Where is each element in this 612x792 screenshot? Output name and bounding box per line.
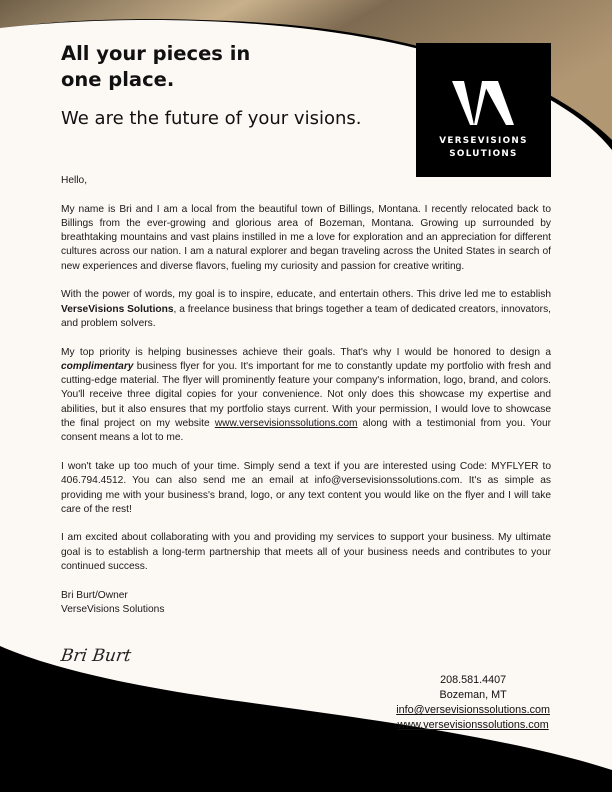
contact-email-link[interactable]: info@versevisionssolutions.com <box>396 704 550 716</box>
text: My top priority is helping businesses achieve their goals. That's why I would be honored to design a <box>61 346 551 358</box>
logo-text-line-2: SOLUTIONS <box>449 149 518 159</box>
text: With the power of words, my goal is to inspire, educate, and entertain others. This drive led me to establish <box>61 289 551 301</box>
headline <box>61 41 250 93</box>
contact-location: Bozeman, MT <box>439 689 507 701</box>
tagline: We are the future of your visions. <box>61 108 362 129</box>
w-mark-right-stroke <box>482 81 514 125</box>
signer-name: Bri Burt/Owner <box>61 589 128 601</box>
paragraph-contact: I won't take up too much of your time. Simply send a text if you are interested using Code: MYFLYER to 406.794.4512. You can also send me an email at info@versevisionssolutions.com. It's as simple as providing me with your business's brand, logo, or any text content you would like on the flyer and I will take care of the rest! <box>61 460 551 515</box>
brand-logo <box>416 43 551 177</box>
signer-company: VerseVisions Solutions <box>61 603 165 615</box>
headline-line-1: All your pieces in <box>61 42 251 65</box>
contact-phone: 208.581.4407 <box>440 674 507 686</box>
w-mark-center-stroke <box>474 81 488 125</box>
text: along with a testimonial from you. Your consent means a lot to me. <box>61 418 552 444</box>
handwritten-signature: Bri Burt <box>59 646 133 666</box>
text: , a freelance business that brings together a team of dedicated creators, innovators, and problem solvers. <box>61 303 551 329</box>
contact-block <box>396 673 550 733</box>
emphasis-complimentary: complimentary <box>61 360 134 372</box>
w-mark-left-stroke <box>452 81 474 125</box>
business-name: VerseVisions Solutions <box>61 303 174 315</box>
paragraph-closing: I am excited about collaborating with you and providing my services to support your business. My ultimate goal is to establish a long-term partnership that meets all of your business needs and contributes to your continued success. <box>61 532 551 573</box>
paragraph-mission <box>61 288 551 331</box>
paragraph-intro: My name is Bri and I am a local from the beautiful town of Billings, Montana. I recently relocated back to Billings from the ever-growing and glorious area of Bozeman, Montana. Growing up surrounded by breathtaking mountains and vast plains instilled in me a love for exploration and an appreciation for different cultures across our nation. I am a natural explorer and began traveling across the United States in search of new experiences and diverse flavors, fueling my curiosity and passion for creative writing. <box>61 203 551 272</box>
greeting: Hello, <box>61 175 88 186</box>
contact-website-link[interactable]: www.versevisionssolutions.com <box>397 719 549 731</box>
letter-body <box>61 174 551 617</box>
paragraph-offer <box>61 346 551 446</box>
headline-line-2: one place. <box>61 68 175 91</box>
text: business flyer for you. It's important for me to constantly update my portfolio with fresh and cutting-edge material. The flyer will prominently feature your company's information, logo, brand, and colors. You'll receive three digital copies for your convenience. Not only does this showcase my expertise and abilities, but it also ensures that my portfolio stays current. With your permission, I would love to showcase the final project on my website <box>61 360 551 430</box>
website-link[interactable]: www.versevisionssolutions.com <box>214 418 358 430</box>
logo-text-line-1: VERSEVISIONS <box>439 136 528 146</box>
